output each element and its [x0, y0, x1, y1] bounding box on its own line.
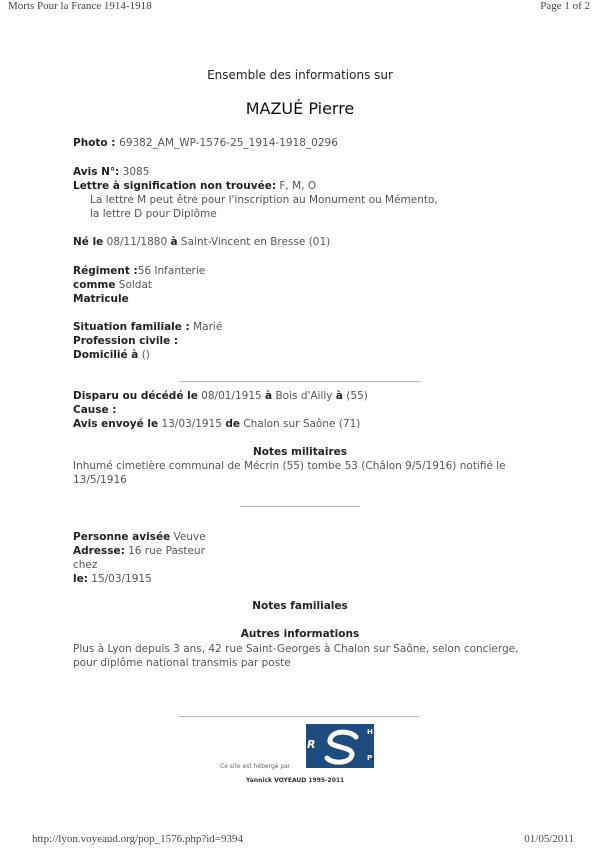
address-value: 16 rue Pasteur	[124, 545, 205, 557]
lettre-row	[73, 179, 316, 193]
logo-letter-p: P	[367, 754, 373, 762]
logo-letter-h: H	[367, 728, 373, 736]
notified-date-value: 15/03/1915	[87, 573, 152, 585]
avis-row	[73, 165, 149, 179]
other-info-line-2: pour diplôme national transmis par poste	[73, 657, 291, 669]
host-logo[interactable]	[306, 724, 374, 768]
cause-label: Cause :	[73, 404, 117, 416]
address-row	[73, 544, 205, 558]
hosted-by-text: Ce site est hébergé par	[220, 763, 291, 770]
divider	[240, 506, 360, 507]
rank-row	[73, 278, 152, 292]
lettre-value: F, M, O	[276, 180, 317, 192]
site-credit: Yannick VOYEAUD 1995-2011	[246, 777, 345, 784]
death-row	[73, 389, 368, 403]
death-place: Bois d'Ailly	[272, 390, 336, 402]
family-notes-title: Notes familiales	[252, 600, 348, 612]
notice-de: de	[225, 418, 240, 430]
divider	[179, 716, 420, 717]
page-subtitle: Ensemble des informations sur	[207, 68, 393, 82]
situation-row	[73, 320, 222, 334]
photo-row	[73, 136, 338, 150]
notified-label: Personne avisée	[73, 531, 171, 543]
logo-swirl-icon	[320, 728, 364, 766]
notice-date: 13/03/1915	[158, 418, 226, 430]
matricule-label: Matricule	[73, 293, 129, 305]
notified-date-label: le:	[73, 573, 88, 585]
notified-value: Veuve	[170, 531, 206, 543]
situation-value: Marié	[189, 321, 223, 333]
lettre-note-1: La lettre M peut être pour l'inscription au Monument ou Mémento,	[90, 194, 438, 206]
regiment-label: Régiment :	[73, 265, 138, 277]
print-footer-url: http://lyon.voyeaud.org/pop_1576.php?id=9394	[32, 833, 244, 845]
domicile-label: Domicilié à	[73, 349, 139, 361]
print-header-title: Morts Pour la France 1914-1918	[8, 0, 152, 12]
death-label: Disparu ou décédé le	[73, 390, 198, 402]
divider	[179, 381, 421, 382]
notice-label: Avis envoyé le	[73, 418, 159, 430]
birth-date: 08/11/1880	[103, 236, 171, 248]
birth-label: Né le	[73, 236, 104, 248]
birth-place: Saint-Vincent en Bresse (01)	[177, 236, 331, 248]
notified-date-row	[73, 572, 152, 586]
rank-label: comme	[73, 279, 116, 291]
other-info-title: Autres informations	[240, 628, 360, 640]
death-dept: (55)	[342, 390, 368, 402]
regiment-row	[73, 264, 205, 278]
photo-value: 69382_AM_WP-1576-25_1914-1918_0296	[119, 137, 338, 149]
situation-label: Situation familiale :	[73, 321, 190, 333]
notified-row	[73, 530, 206, 544]
photo-label: Photo :	[73, 137, 120, 149]
rank-value: Soldat	[115, 279, 153, 291]
notice-place: Chalon sur Saône (71)	[239, 418, 361, 430]
avis-value: 3085	[119, 166, 150, 178]
chez-label: chez	[73, 559, 98, 571]
lettre-label: Lettre à signification non trouvée:	[73, 180, 277, 192]
military-notes-line-2: 13/5/1916	[73, 474, 127, 486]
logo-letter-r: R	[307, 738, 316, 751]
other-info-line-1: Plus à Lyon depuis 3 ans, 42 rue Saint-Georges à Chalon sur Saône, selon concierge,	[73, 643, 519, 655]
print-footer-date: 01/05/2011	[524, 833, 574, 845]
print-page-number: Page 1 of 2	[540, 0, 590, 12]
avis-label: Avis N°:	[73, 166, 120, 178]
birth-a: à	[170, 236, 178, 248]
death-a: à	[265, 390, 273, 402]
address-label: Adresse:	[73, 545, 125, 557]
death-a2: à	[335, 390, 343, 402]
birth-row	[73, 235, 330, 249]
notice-row	[73, 417, 360, 431]
regiment-value: 56 Infanterie	[137, 265, 206, 277]
lettre-note-2: la lettre D pour Diplôme	[90, 208, 217, 220]
domicile-row	[73, 348, 150, 362]
death-date: 08/01/1915	[197, 390, 266, 402]
domicile-value: ()	[138, 349, 150, 361]
profession-label: Profession civile :	[73, 335, 179, 347]
page-title: MAZUÉ Pierre	[245, 99, 355, 118]
military-notes-line-1: Inhumé cimetière communal de Mécrin (55) tombe 53 (Châlon 9/5/1916) notifié le	[73, 460, 506, 472]
military-notes-title: Notes militaires	[252, 446, 348, 458]
